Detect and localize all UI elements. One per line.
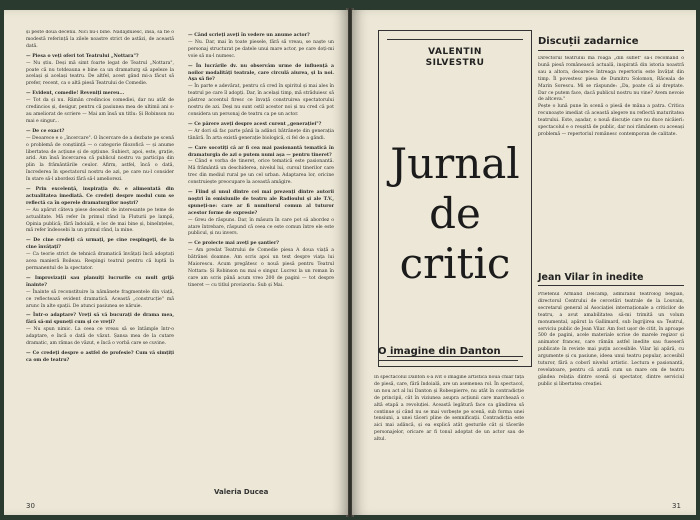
question: — Ce părere aveți despre acest curent „generației"? <box>188 121 322 127</box>
question: — Ce proiecte mai aveți pe șantier? <box>188 241 279 247</box>
paragraph: — Deoarece e o „încercare". O încercare de a dezbate pe scenă o problemă de conștiință — o categorie filozofică — și anume libertatea de acțiune și de opțiune. Subiect, apoi, este, grație, arid. Am însă încercarea că publicul nostru va participa din plin la frământările ceulor. Afirm, astfel, încă o dată, încrederea în spectatorul nostru de azi, pe care nu-l consider în stare să-l abordezi fără să-l ameliorezi. <box>26 135 174 183</box>
question: — Care socotiți că ar fi cea mai pasionantă tematică în dramaturgia de azi o putem numi așa — pentru tineret? <box>188 145 334 158</box>
left-column-2 <box>188 30 334 485</box>
paragraph: Prietenul Armand Delcamp, admirabil teatrolog belgian, directorul Centrului de cercetări teatrale de la Louvain, secretarul general al Asociației internaționale a criticilor de teatru, a avut amabilitatea să-mi trimită un volum monumental, apărut la Gallimard, sub îngrijirea sa: Teatrul, serviciu public de Jean Vilar. Am fost ușor de citit, în aproape 500 de pagini, acele materiale scrise de marele regizor și animator francez, care rămân astfel inedite sau fuseseră publicate în reviste mai puțin accesibile. Vilar își apără, cu argumente și cu pasiune, ideea unui teatru popular, accesibil tuturor, fără a coborî nivelul artistic. Lectura e pasionantă, revelatoare, pentru că arată cum un mare om de teatru gândea relația dintre scenă și spectator, dintre serviciul public și libertatea creației. <box>538 292 684 387</box>
interview-signature: Valeria Ducea <box>214 488 269 496</box>
right-page <box>352 10 696 515</box>
title-box <box>378 30 532 367</box>
page-number-right: 31 <box>672 502 681 510</box>
page-number-left: 30 <box>26 502 35 510</box>
question: — Evident, comedie! Reveniți mereu... <box>26 91 125 97</box>
section-heading-vilar: Jean Vilar în inedite <box>538 272 644 283</box>
paragraph: — Nu. Dar, mai în toate piesele, fără să vreau, se naște un personaj structurat pe datele unui mare actor, pe care doți-mi voie să nu-l numesc. <box>188 39 334 59</box>
heading-underline <box>538 50 684 51</box>
question: — Prin excelență, inspirația dv. e alimentată din actualitatea imediată. Ce credeți despre modul cum se reflectă ca în operele dramaturgilor noștri? <box>26 187 174 206</box>
paragraph: Directorul teatrului mă roagă „din suflet" să-i recomand o bună piesă românească actuală, inspirată din istoria noastră sau a altora, deoarece întreaga repertoriu este învățat din timp. Îl povestesc piesa de Dumitru Solomon, Răceala de Marin Sorescu. Mi se răspunde: „Da, poate că ai dreptate. Dar ce putem face, dacă publicul nostru nu vine? Avem nevoie de altceva." <box>538 56 684 103</box>
danton-text <box>374 375 524 505</box>
paragraph: — Greu de răspuns. Dar, în măsura în care pot să abordez o atare întrebare, răspund că ceea ce este comun între ele este publicul, și nu invers. <box>188 217 334 237</box>
question: — De ce exact? <box>26 128 65 134</box>
paragraph: — Când e vorba de tineret, orice tematică este pasionantă. Mă frământă un deschiderea, nivelul lui, cursul tinerilor care trec din mediul rural pe un cel urban. Adaptarea lor, oricine construiește preocupare la această amăgire. <box>188 159 334 186</box>
heading-underline <box>538 285 684 286</box>
author-first-name: VALENTIN <box>428 47 482 57</box>
author-last-name: SILVESTRU <box>425 58 485 68</box>
question: — Când scrieți aveți în vedere un anume actor? <box>188 33 310 38</box>
vilar-text <box>538 292 684 492</box>
left-page <box>4 10 348 515</box>
paragraph: — Am predat Teatrului de Comedie piesa A doua viață a bătrânei doamne. Am scris apoi un text despre viața lui Maiorescu. Acum pregătesc o nouă piesă pentru Teatrul Nottara: Și Robinson nu mai e singur. Lucrez la un roman în care am scris până acum vreo 200 de pagini — tot despre tineret — cu titlul provizoriu: Sub și Mai. <box>188 248 334 288</box>
title-word-1: Jurnal <box>390 139 520 188</box>
left-column-1 <box>26 30 174 485</box>
paragraph: — Nu știu. Deși mă simt foarte legat de Teatrul „Nottara", poate că nu totdeauna e bine ca un dramaturg să apeleze la același și același teatru. De altfel, acest gând mi-a făcut să prefer, recent, ca o altă piesă Teatrului de Comedie. <box>26 60 174 87</box>
paragraph: — Înainte să reconstituire la nămânete fragmentele din viață, ce reflectează evident dramatică. Această „construcție" mă arunc în alte spații. De atunci pasiunea se năruie. <box>26 289 174 309</box>
paragraph: și peste două decenii. Nici nu-i bine. Nădăjduiesc, însă, să fie o modestă referință la zilele noastre strict de astăzi, de această dată. <box>26 30 174 49</box>
paragraph: — Tot da și nu. Rămân credincios comediei, dar nu atât de credincios și, desigur, pentru că pasiunea mea de ultimii ani s-au ameliorat de scriere — Mai am însă un titlu: Și Robinson nu mai e singur... <box>26 98 174 124</box>
paragraph: — În parte e adevărat, pentru că cred în spiritul și mai ales în teatrul pe care îl adopți. Dar, în același timp, mă străduiesc să păstrez accentul firesc ce învață construirea spectatorului nostru de azi. Deși nu sunt ostil acestor noi și nu cred că pot considera un personaj de teatru ca pe un actor. <box>188 84 334 117</box>
paragraph: — Au apărut câteva piese deosebit de interesante pe teme de actualitate. Mă refer în primul rând la Fluturii pe lampă, Opinia publică; fără îndoială, e loc de mai bine și, bineînțeles, mă refer îndeosebi la un primul rând, la mine. <box>26 207 174 234</box>
question: — De cine credeți că urmați, pe cine respingeți, de la cine învățați? <box>26 238 174 251</box>
question: — Improvizații sau planuiți lucrurile cu mult grijă înainte? <box>26 275 174 288</box>
discutii-text <box>538 56 684 262</box>
question: — În lucrările dv. nu observăm urme de influență a noilor modalități teatrale, care circulă aiurea, și la noi. Așa să fie? <box>188 63 334 83</box>
heading-underline <box>378 360 518 361</box>
section-heading-discutii: Discuții zadarnice <box>538 36 639 47</box>
question: — Piesa o veți oferi tot Teatrului „Nottara"? <box>26 53 139 59</box>
top-rule <box>387 39 523 40</box>
paragraph: În spectacolul Danton s-a ivit o imagine artistică nouă chiar față de piesă, care, fără îndoială, are un asemenea rol. În spectacol, un nou act al lui Danton și Robespierre, nu atât în contradicție de principii, cât în viziunea asupra acțiunii care marchează o altă etapă a revoluției. Această legătură face ca gândirea să continue și când nu se mai vorbește pe scenă, sub forma unei tensiuni, a unei tăceri pline de semnificații. Contradicția este aici mai adâncă, și ea explică atât gesturile cât și tăcerile personajelor, oricare ar fi tonul adoptat de un actor sau de altul. <box>374 375 524 443</box>
question: — Într-o adaptare? Vreți să vă bucurați de drama mea, fără să-mi spuneți cum și ce vreți? <box>26 313 174 326</box>
paragraph: — Ca teorie strict de tehnică dramatică învățați încă adoptați acea manieră Boileau. Respingi teatrul pentru că luptă la permanentul de la spectator. <box>26 252 174 271</box>
title-word-2: de <box>429 189 481 238</box>
paragraph: Pește o lună pune în scenă o piesă de mâna a patra. Critica recunoaște imediat că această alegere nu reflectă maturitatea teatrului. Este, așadar, o nouă discuție care nu duce nicăieri: spectacolul e o reușită de public, dar noi rămânem cu aceeași problemă — repertoriul românesc contemporan de calitate. <box>538 104 684 137</box>
section-heading-danton: O imagine din Danton <box>378 346 501 357</box>
paragraph: — Ar dori să fac parte până la adânci bătrânețe din generația tânără. În arta există generație biologică, ci fel de a gândi. <box>188 128 334 141</box>
title-word-3: critic <box>399 239 511 288</box>
question: — Ce credeți despre o astfel de profesie? Cum vă simțiți ca om de teatru? <box>26 350 174 363</box>
question: — Fiind și unul dintre cei mai prezenți dintre autorii noștri în emisiunile de teatru ale Radioului și ale T.V., spuneți-ne: care ar fi numitorul comun al tuturor acestor forme de expresie? <box>188 190 334 216</box>
paragraph: — Nu spun nimic. La ceea ce vreau să se întâmple într-o adaptare, e încă o dată de văzut. Șansa mea de la cutare dramatic, am rămas de văzut, e încă o vorbă care se cuvine. <box>26 327 174 347</box>
